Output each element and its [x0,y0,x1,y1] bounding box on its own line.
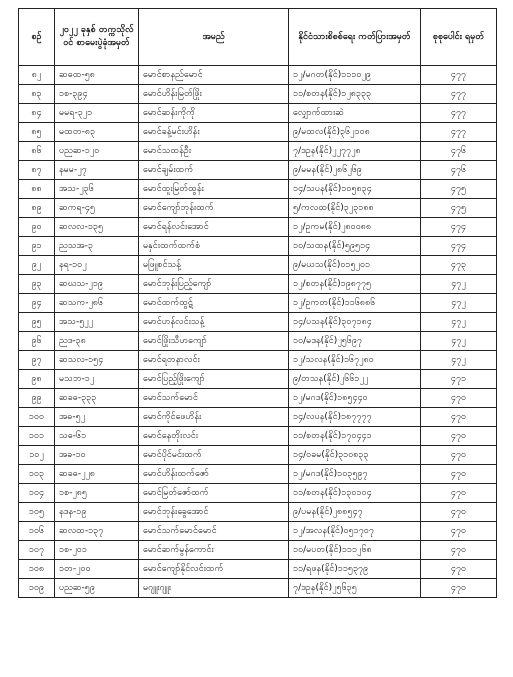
cell-total: ၄၇၇ [421,123,497,142]
cell-total: ၄၇၀ [421,522,497,541]
cell-no: ၁၀၃ [19,465,55,484]
cell-name: မဖြူစင်သန့် [139,256,289,275]
cell-total: ၄၇၅ [421,199,497,218]
cell-total: ၄၇၂ [421,332,497,351]
cell-total: ၄၇၂ [421,313,497,332]
table-row [19,332,497,351]
cell-no: ၁၀၈ [19,560,55,579]
cell-total: ၄၇၆ [421,161,497,180]
table-row [19,503,497,522]
table-body [19,66,497,598]
cell-no: ၈၃ [19,85,55,104]
cell-roll: မထတ-၈၃ [55,123,139,142]
cell-reg: ၁၂/သလန(နိုင်)၁၆၇၂၈၀ [289,351,421,370]
cell-total: ၄၇၂ [421,275,497,294]
cell-reg: ၁၄/သပန(နိုင်)၁၀၅၈၃၄ [289,180,421,199]
table-row [19,389,497,408]
cell-reg: ၉/မထလ(နိုင်)၃၆၂၁၀၈ [289,123,421,142]
cell-roll: မသဘ-၁၂ [55,370,139,389]
cell-roll: ပညဆ-၁၂၀ [55,142,139,161]
cell-name: မောင်ဟိန်းမြတ်ဖြိုး [139,85,289,104]
table-row [19,199,497,218]
cell-name: မောင်ဖြိုးသီဟကျော် [139,332,289,351]
cell-total: ၄၇၇ [421,85,497,104]
cell-total: ၄၇၀ [421,560,497,579]
cell-name: မောင်သက်မောင်မောင် [139,522,289,541]
cell-total: ၄၇၀ [421,541,497,560]
cell-name: မောင်မြတ်ဇော်ထက် [139,484,289,503]
results-sheet [18,8,496,598]
cell-reg: ၉/မမန(နိုင်)၂၈၆၂၆၉ [289,161,421,180]
cell-no: ၈၂ [19,66,55,85]
cell-name: မောင်ဟိန်းထက်ဇော် [139,465,289,484]
table-row [19,237,497,256]
table-row [19,294,497,313]
cell-total: ၄၇၀ [421,446,497,465]
table-row [19,104,497,123]
cell-roll: ဆသလ-၁၅၄ [55,351,139,370]
cell-name: မောင်ရန်လင်းအောင် [139,218,289,237]
cell-total: ၄၇၀ [421,389,497,408]
cell-roll: အသ-၂၃၆ [55,180,139,199]
table-row [19,85,497,104]
cell-roll: အခ-၁၀ [55,446,139,465]
cell-name: မောင်ကျော်နိုင်လင်းထက် [139,560,289,579]
table-row [19,142,497,161]
cell-reg: ၁၀/မပတ(နိုင်)၁၁၁၂၆၈ [289,541,421,560]
cell-name: မောင်ခန့်မင်းဟိန်း [139,123,289,142]
header-row [19,9,497,66]
cell-reg: ၁၁/စတန(နိုင်)၁၃၀၁၀၄ [289,484,421,503]
cell-total: ၄၇၀ [421,484,497,503]
cell-total: ၄၇၆ [421,142,497,161]
cell-reg: ၁၂/မဂဒ(နိုင်)၁၈၅၄၄၀ [289,389,421,408]
table-row [19,313,497,332]
cell-roll: အသ-၅၂၂ [55,313,139,332]
cell-name: မောင်ထက်ထွဋ် [139,294,289,313]
cell-no: ၈၆ [19,142,55,161]
cell-roll: နရ-၁၀၂ [55,256,139,275]
table-row [19,370,497,389]
cell-total: ၄၇၇ [421,66,497,85]
cell-name: မောင်ဘုန်းခွေအောင် [139,503,289,522]
table-row [19,351,497,370]
cell-no: ၈၈ [19,180,55,199]
cell-reg: ၁၂/အလန(နိုင်)၀၅၁၇၀၇ [289,522,421,541]
cell-roll: ဆဃသ-၂၁၉ [55,275,139,294]
header-total: စုစုပေါင်း ရမှတ် [421,9,497,66]
cell-reg: ၁၁/စတန(နိုင်)၁၂၈၃၃၃ [289,85,421,104]
table-row [19,161,497,180]
cell-total: ၄၇၀ [421,579,497,598]
cell-name: မောင်နေတိုးလင်း [139,427,289,446]
cell-name: မောင်ကျော်ဘုန်းထက် [139,199,289,218]
cell-no: ၈၅ [19,123,55,142]
cell-roll: နမမ-၂၇ [55,161,139,180]
cell-no: ၁၀၆ [19,522,55,541]
cell-reg: ၁၂/ဥကမ(နိုင်)၂၈၀၀၈၈ [289,218,421,237]
cell-no: ၁၀၉ [19,579,55,598]
cell-roll: ပညဆ-၅၉ [55,579,139,598]
cell-name: မောင်ပိုင်မင်းထက် [139,446,289,465]
cell-total: ၄၇၀ [421,465,497,484]
cell-reg: ၁၄/ဝခမ(နိုင်)၃၁၀၈၃၃ [289,446,421,465]
cell-no: ၉၉ [19,389,55,408]
table-row [19,66,497,85]
cell-roll: ၁စ-၃၉၄ [55,85,139,104]
cell-no: ၉၆ [19,332,55,351]
cell-reg: ၁၁/စတန(နိုင်)၁၇၀၄၄၁ [289,427,421,446]
cell-reg: ၁၀/မဒန(နိုင်)၂၅၆၉၇ [289,332,421,351]
cell-name: မောင်ကိုင်ဖေဟိန်း [139,408,289,427]
cell-no: ၁၀၅ [19,503,55,522]
table-row [19,275,497,294]
table-row [19,123,497,142]
cell-reg: ၉/တသန(နိုင်)၂၆၆၁၂၂ [289,370,421,389]
table-row [19,541,497,560]
cell-roll: ဆခဓ-၂၂၈ [55,465,139,484]
cell-name: မောင်ထူးမြတ်ထွန်း [139,180,289,199]
cell-reg: ၁၂/မဂဒ(နိုင်)၁၀၃၅၉၇ [289,465,421,484]
cell-reg: လျှောက်ထားဆဲ [289,104,421,123]
table-row [19,256,497,275]
header-roll: ၂၀၂၂ ခုနှစ် တက္ကသိုလ်ဝင် စာမေးပွဲခုံအမှတ် [55,9,139,66]
cell-no: ၉၃ [19,275,55,294]
cell-reg: ၁၂/ဥကတ(နိုင်)၁၁၆၈၈၆ [289,294,421,313]
cell-reg: ၉/ပမန(နိုင်)၂၈၈၅၄၇ [289,503,421,522]
cell-reg: ၅/ကလထ(နိုင်)၃၂၃၁၈၈ [289,199,421,218]
cell-roll: ဆလလ-၁၃၅ [55,218,139,237]
cell-no: ၉၀ [19,218,55,237]
cell-roll: ၁စ-၂၀၁ [55,541,139,560]
cell-roll: သဓ-၆၁ [55,427,139,446]
cell-total: ၄၇၅ [421,180,497,199]
cell-no: ၉၁ [19,237,55,256]
header-reg: နိုင်ငံသားစိစစ်ရေး ကတ်ပြားအမှတ် [289,9,421,66]
cell-total: ၄၇၀ [421,503,497,522]
cell-no: ၉၈ [19,370,55,389]
cell-name: မောင်ဆက်မွန်ကောင်း [139,541,289,560]
cell-roll: ညသအ-၃ [55,237,139,256]
table-row [19,427,497,446]
cell-reg: ၇/ဒဥန(နိုင်)၂၂၇၇၂၈ [289,142,421,161]
table-row [19,465,497,484]
cell-no: ၈၉ [19,199,55,218]
cell-no: ၁၀၂ [19,446,55,465]
cell-total: ၄၇၃ [421,256,497,275]
table-row [19,446,497,465]
cell-name: မောင်ရတနာလင်း [139,351,289,370]
cell-reg: ၁၀/သထန(နိုင်)၅၉၅၁၄ [289,237,421,256]
results-table [18,8,497,598]
cell-roll: အဓ-၅၂ [55,408,139,427]
cell-no: ၉၂ [19,256,55,275]
cell-no: ၈၇ [19,161,55,180]
table-row [19,218,497,237]
cell-no: ၁၀၄ [19,484,55,503]
cell-name: မောင်ချမ်းထက် [139,161,289,180]
cell-roll: ဆသက-၂၈၆ [55,294,139,313]
cell-no: ၁၀၇ [19,541,55,560]
cell-roll: ညဒ-၃၈ [55,332,139,351]
cell-name: မောင်စာနည်မောင် [139,66,289,85]
table-row [19,560,497,579]
cell-roll: ဆလထ-၁၃၇ [55,522,139,541]
cell-roll: ၁တ-၂၀၀ [55,560,139,579]
cell-name: မောင်သထန်ဦး [139,142,289,161]
table-row [19,484,497,503]
table-row [19,408,497,427]
cell-total: ၄၇၄ [421,218,497,237]
cell-name: မောင်ပြည့်ဖြိုးကျော် [139,370,289,389]
cell-total: ၄၇၀ [421,427,497,446]
header-name: အမည် [139,9,289,66]
cell-total: ၄၇၇ [421,104,497,123]
cell-reg: ၉/မယသ(နိုင်)၀၁၅၂၀၁ [289,256,421,275]
cell-roll: ဆကရ-၄၅ [55,199,139,218]
cell-no: ၉၄ [19,294,55,313]
cell-name: မောင်ဆန်းကိုကို [139,104,289,123]
cell-name: မောင်ဘုန်းပြည့်ကျော် [139,275,289,294]
cell-name: မောင်သက်မောင် [139,389,289,408]
cell-total: ၄၇၀ [421,408,497,427]
header-no: စဉ် [19,9,55,66]
cell-no: ၉၅ [19,313,55,332]
cell-reg: ၇/ဒဥန(နိုင်)၂၅၆၃၅ [289,579,421,598]
cell-total: ၄၇၂ [421,351,497,370]
cell-reg: ၁၁/ရဖန(နိုင်)၁၁၅၃၇၉ [289,560,421,579]
cell-no: ၈၄ [19,104,55,123]
cell-reg: ၁၄/လပန(နိုင်)၁၈၇၇၇၇ [289,408,421,427]
cell-roll: မမရ-၃၂၁ [55,104,139,123]
cell-roll: ၁စ-၂၈၅ [55,484,139,503]
cell-roll: ဆခဓ-၃၃၃ [55,389,139,408]
cell-reg: ၁၂/စတန(နိုင်)၁၉၈၇၇၅ [289,275,421,294]
cell-total: ၄၇၂ [421,294,497,313]
cell-no: ၁၀၁ [19,427,55,446]
cell-total: ၄၇၁ [421,370,497,389]
cell-no: ၁၀၀ [19,408,55,427]
table-row [19,579,497,598]
cell-name: မောင်ဟန်လင်းသန့် [139,313,289,332]
table-row [19,180,497,199]
cell-no: ၉၇ [19,351,55,370]
cell-roll: ဆဓထ-၅၈ [55,66,139,85]
cell-total: ၄၇၄ [421,237,497,256]
cell-reg: ၁၄/ပသန(နိုင်)၃၀၇၁၈၄ [289,313,421,332]
cell-name: မဂျူးဂျူး [139,579,289,598]
cell-name: မနှင်းထက်ထက်စံ [139,237,289,256]
cell-reg: ၁၂/မဂတ(နိုင်)၁၁၁၀၂၉ [289,66,421,85]
cell-roll: နဒန-၁၉ [55,503,139,522]
table-row [19,522,497,541]
